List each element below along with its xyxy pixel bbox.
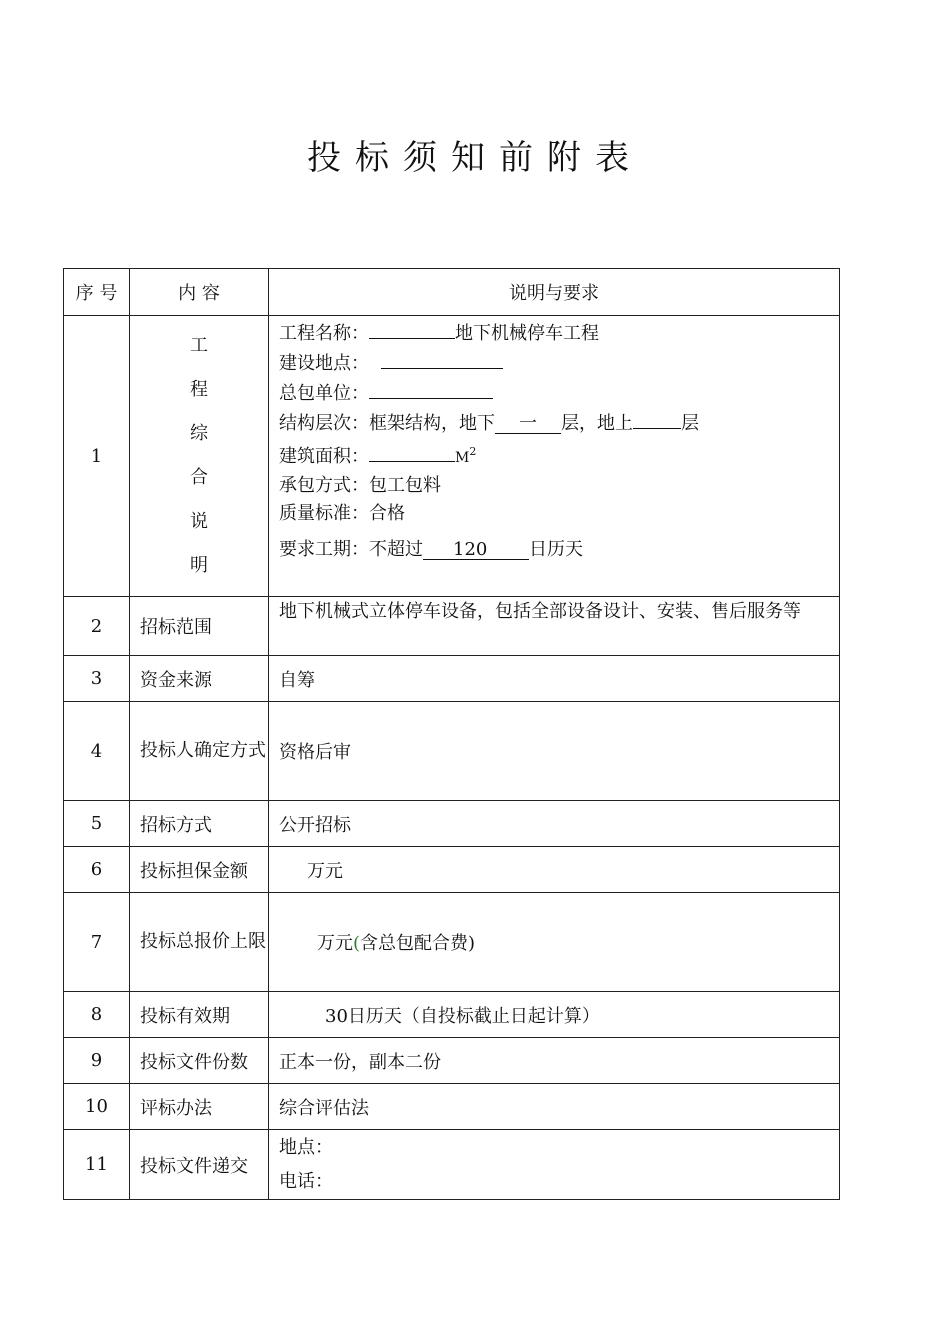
blank-field xyxy=(633,408,681,429)
row-number: 7 xyxy=(64,893,130,992)
content-char: 说 xyxy=(190,511,208,532)
row-content: 投标人确定方式 xyxy=(130,702,269,801)
contractor-line: 总包单位： xyxy=(279,378,833,408)
row-number: 8 xyxy=(64,992,130,1038)
header-description: 说明与要求 xyxy=(269,269,840,316)
site-line: 建设地点： xyxy=(279,348,833,378)
row-description: 自筹 xyxy=(269,656,840,702)
row-number: 6 xyxy=(64,847,130,893)
row-content: 评标办法 xyxy=(130,1084,269,1130)
header-content: 内 容 xyxy=(130,269,269,316)
contract-mode-line: 承包方式：包工包料 xyxy=(279,475,441,496)
bid-notice-table xyxy=(63,268,840,1200)
table-row xyxy=(64,992,840,1038)
row-content: 投标担保金额 xyxy=(130,847,269,893)
content-char: 工 xyxy=(190,335,208,356)
row-description: 综合评估法 xyxy=(269,1084,840,1130)
row-description: 万元 xyxy=(269,847,840,893)
blank-field xyxy=(381,348,503,369)
area-line: 建筑面积： $M^2$ xyxy=(279,438,833,472)
row-content: 招标范围 xyxy=(130,597,269,656)
row-content: 投标总报价上限 xyxy=(130,893,269,992)
table-row xyxy=(64,847,840,893)
row-content: 投标文件递交 xyxy=(130,1130,269,1200)
blank-field xyxy=(369,441,455,462)
row-content: 投标文件份数 xyxy=(130,1038,269,1084)
row-number: 3 xyxy=(64,656,130,702)
content-char: 合 xyxy=(190,467,208,488)
period-line: 要求工期：不超过 120 日历天 xyxy=(279,539,583,560)
blank-field xyxy=(369,318,455,339)
row-description xyxy=(269,1130,840,1200)
blank-field xyxy=(369,378,493,399)
table-row xyxy=(64,1038,840,1084)
row-description: 公开招标 xyxy=(269,801,840,847)
row-content: 资金来源 xyxy=(130,656,269,702)
structure-line: 结构层次：框架结构，地下 一 层，地上 层 xyxy=(279,408,833,438)
document-title: 投标须知前附表 xyxy=(307,138,643,178)
row-description xyxy=(269,316,840,597)
submission-place: 地点： xyxy=(279,1136,333,1158)
quality-line: 质量标准：合格 xyxy=(279,503,405,524)
row-description: 正本一份，副本二份 xyxy=(269,1038,840,1084)
header-serial: 序 号 xyxy=(64,269,130,316)
row-description: 30日历天（自投标截止日起计算） xyxy=(269,992,840,1038)
row-number: 2 xyxy=(64,597,130,656)
table-row xyxy=(64,893,840,992)
submission-phone: 电话： xyxy=(279,1170,333,1192)
row-description: 资格后审 xyxy=(269,702,840,801)
table-row xyxy=(64,656,840,702)
content-char: 程 xyxy=(190,379,208,400)
content-char: 综 xyxy=(190,423,208,444)
table-row xyxy=(64,702,840,801)
row-description: 万元(含总包配合费) xyxy=(269,893,840,992)
row-number: 5 xyxy=(64,801,130,847)
row-description: 地下机械式立体停车设备，包括全部设备设计、安装、售后服务等 xyxy=(269,597,840,656)
table-row xyxy=(64,1130,840,1200)
row-content xyxy=(130,316,269,597)
row-number: 1 xyxy=(64,316,130,597)
row-number: 10 xyxy=(64,1084,130,1130)
row-content: 招标方式 xyxy=(130,801,269,847)
project-name-line: 工程名称： 地下机械停车工程 xyxy=(279,318,833,348)
table-row xyxy=(64,1084,840,1130)
row-content: 投标有效期 xyxy=(130,992,269,1038)
table-header-row xyxy=(64,269,840,316)
row-number: 4 xyxy=(64,702,130,801)
table-row xyxy=(64,316,840,597)
content-char: 明 xyxy=(190,555,208,576)
table-row xyxy=(64,597,840,656)
row-number: 11 xyxy=(64,1130,130,1200)
row-number: 9 xyxy=(64,1038,130,1084)
table-row xyxy=(64,801,840,847)
